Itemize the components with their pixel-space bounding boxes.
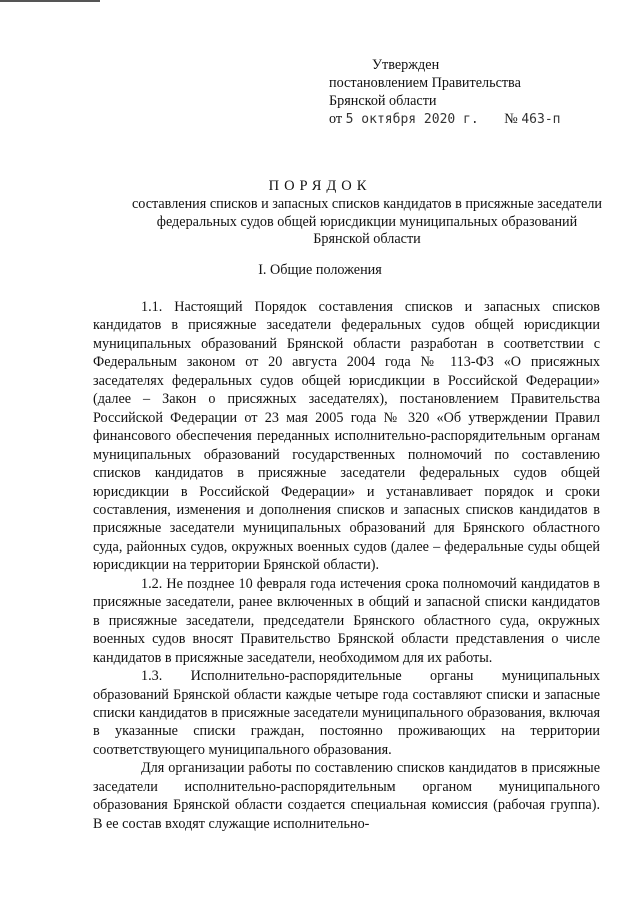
date-value: 5 октября 2020 г. — [345, 112, 479, 127]
date-prefix: от — [329, 111, 343, 127]
approval-line-2: постановлением Правительства — [329, 75, 521, 91]
approval-date-line — [329, 110, 561, 129]
paragraph-1-2: 1.2. Не позднее 10 февраля года истечения срока полномочий кандидатов в присяжные заседатели, ранее включенных в общий и запасной списки кандидатов в присяжные заседатели, председатели Брянского областного суда, окружных военных судов вносят Правительство Брянской области представления о числе кандидатов в присяжные заседатели, необходимом для их работы. — [93, 575, 600, 666]
paragraph-1-1: 1.1. Настоящий Порядок составления списков и запасных списков кандидатов в присяжные заседатели федеральных судов общей юрисдикции муниципальных образований Брянской области разработан в соответствии с Федеральным законом от 20 августа 2004 года № 113-ФЗ «О присяжных заседателях федеральных судов общей юрисдикции в Российской Федерации» (далее – Закон о присяжных заседателях), постановлением Правительства Российской Федерации от 23 мая 2005 года № 320 «Об утверждении Правил финансового обеспечения переданных исполнительно-распорядительным органам муниципальных образований государственных полномочий по составлению списков кандидатов в присяжные заседатели федеральных судов общей юрисдикции в Российской Федерации» и устанавливает порядок и сроки составления, изменения и дополнения списков и запасных списков кандидатов в присяжные заседатели муниципальных образований для Брянского областного суда, районных судов, окружных военных судов (далее – федеральные суды общей юрисдикции на территории Брянской области). — [93, 299, 600, 574]
number-label: № — [504, 111, 518, 127]
section-heading: I. Общие положения — [258, 262, 382, 278]
paragraph-1-3: 1.3. Исполнительно-распорядительные органы муниципальных образований Брянской области каждые четыре года составляют списки и запасные списки кандидатов в присяжные заседатели муниципального образования, включая в указанные списки граждан, постоянно проживающих на территории соответствующего муниципального образования. — [93, 668, 600, 758]
approval-line-1: Утвержден — [372, 57, 440, 73]
document-body — [93, 298, 600, 833]
approval-stamp — [329, 56, 561, 129]
approval-line-3: Брянской области — [329, 93, 437, 109]
number-value: 463-п — [521, 112, 561, 127]
top-rule — [0, 0, 100, 2]
document-title: ПОРЯДОК — [268, 178, 372, 194]
document-subtitle: составления списков и запасных списков кандидатов в присяжные заседатели федеральных судов общей юрисдикции муниципальных образований Брянской области — [131, 196, 603, 247]
paragraph-commission: Для организации работы по составлению списков кандидатов в присяжные заседатели исполнительно-распорядительным органом муниципального образования Брянской области создается специальная комиссия (рабочая группа). В ее состав входят служащие исполнительно- — [93, 760, 600, 832]
